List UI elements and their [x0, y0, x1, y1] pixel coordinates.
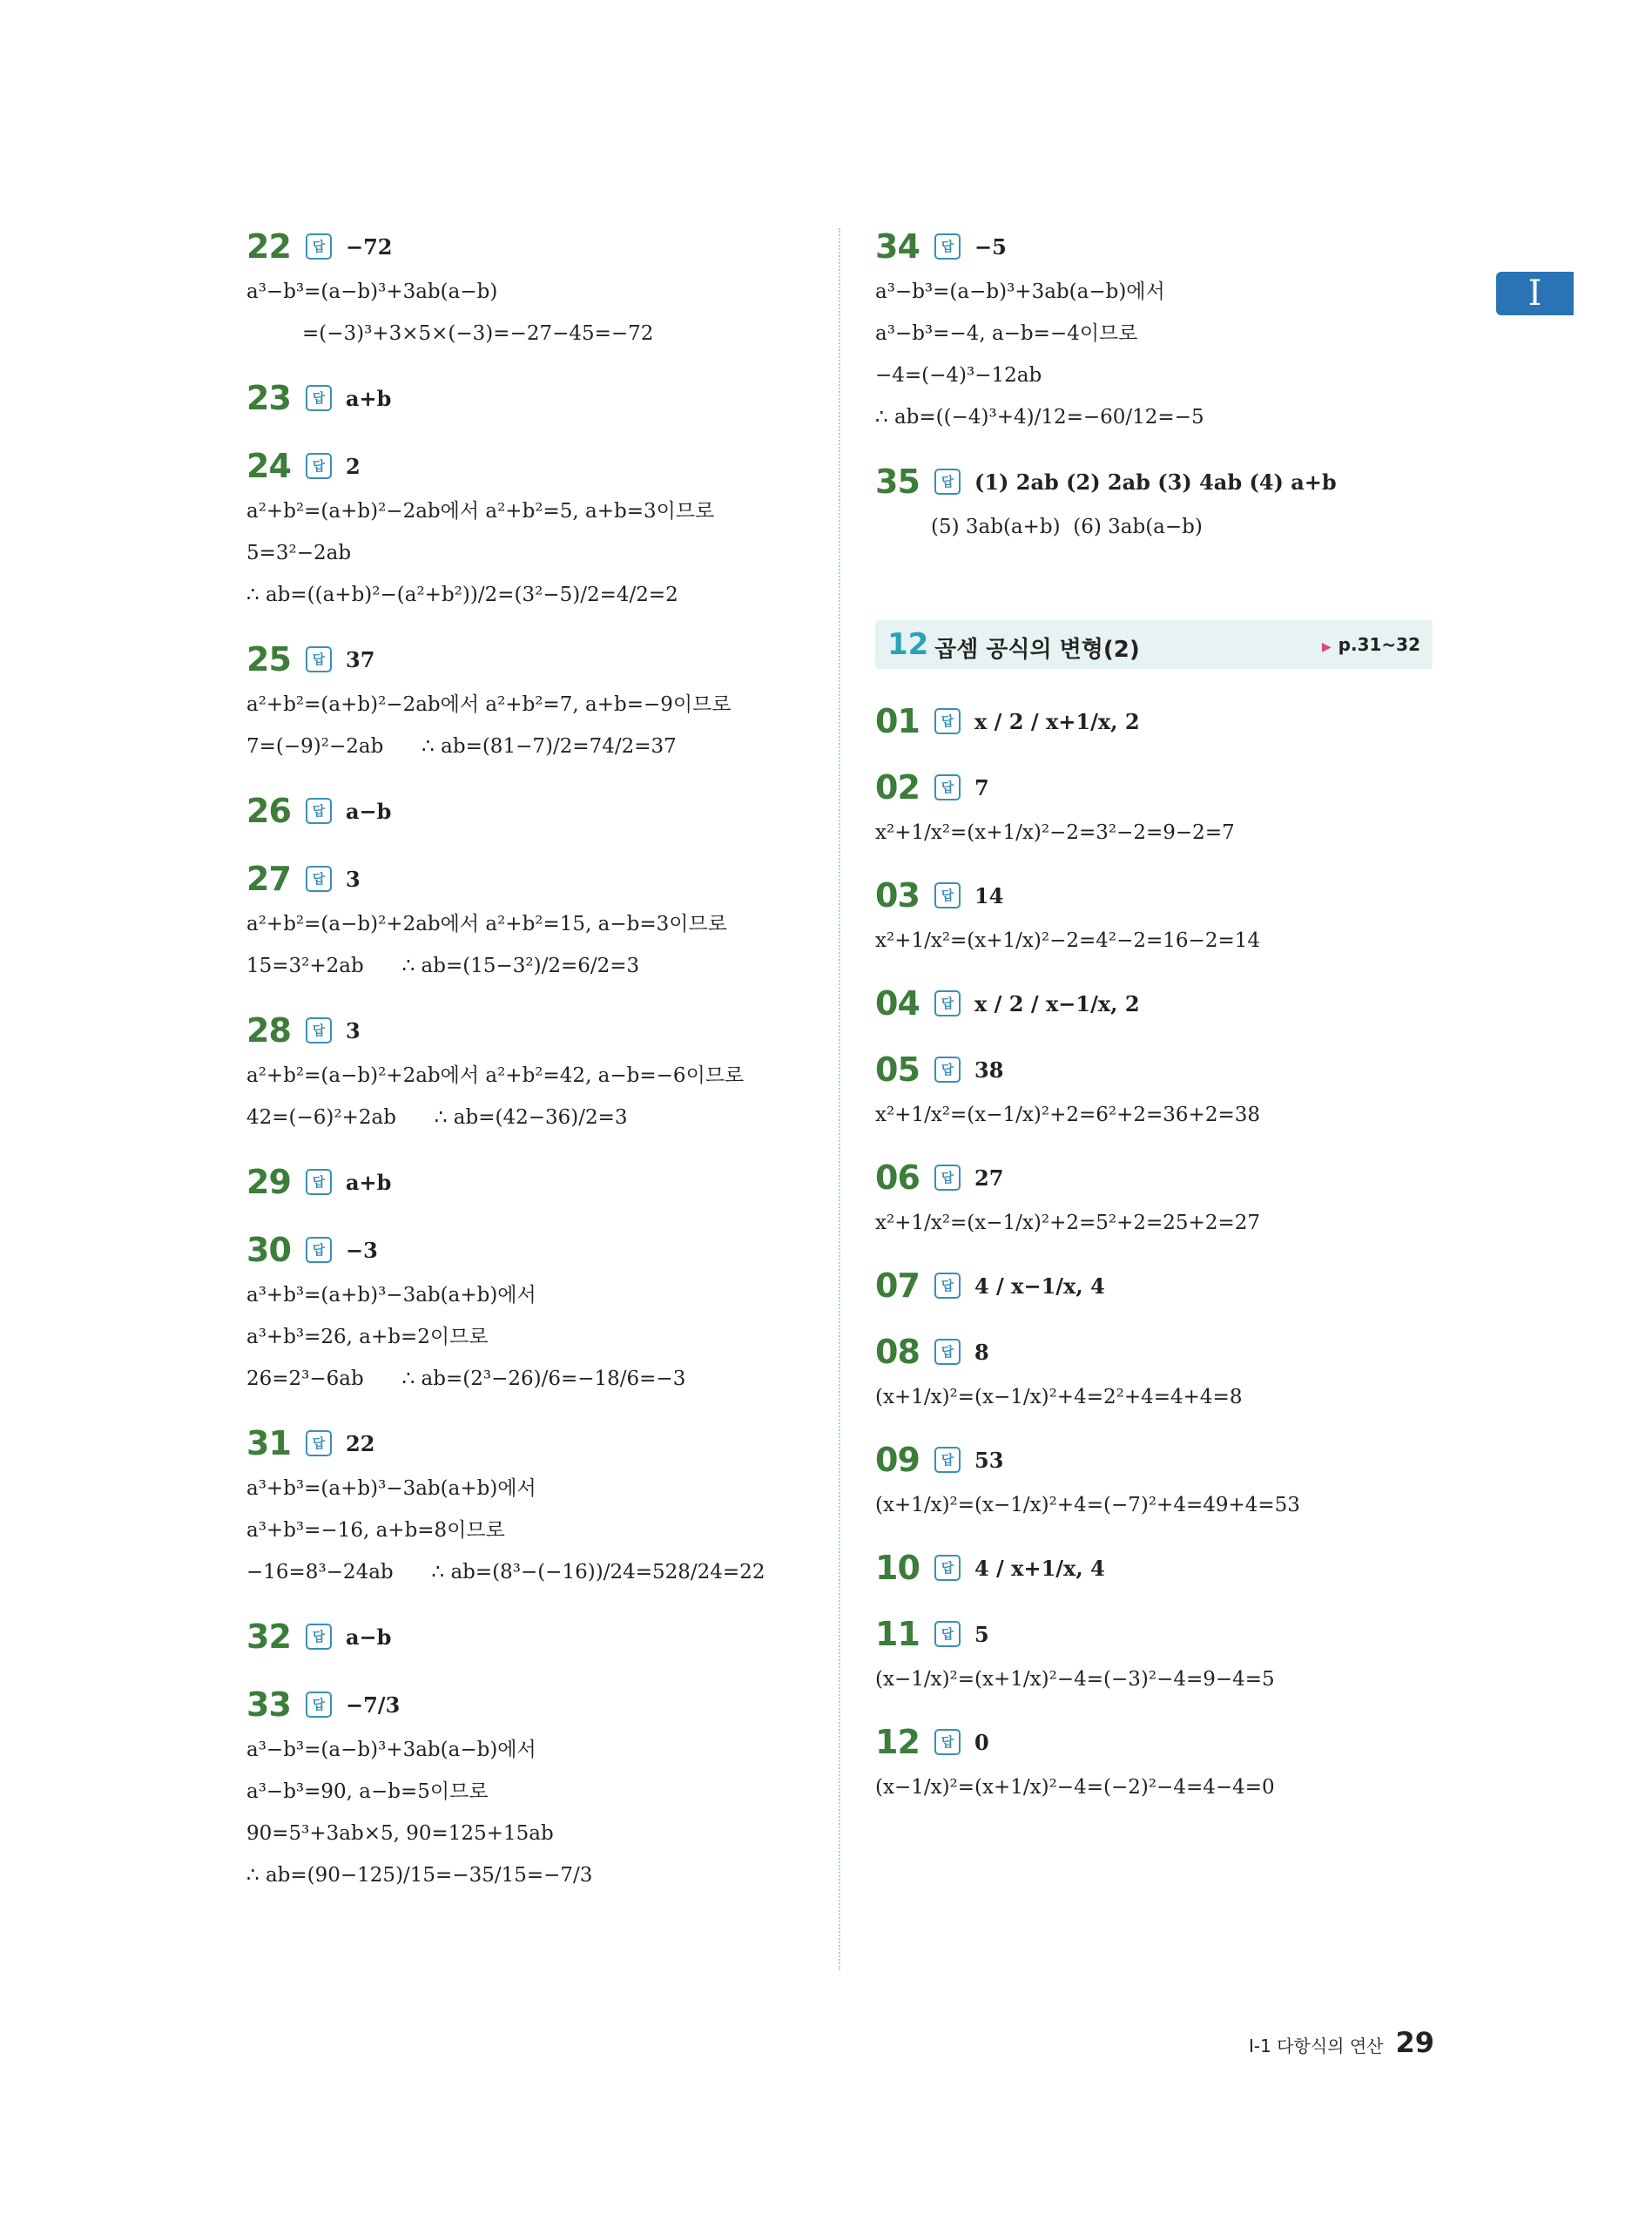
- answer-badge: 답: [934, 469, 961, 495]
- problem-number: 30: [246, 1231, 291, 1269]
- solution-line: −16=8³−24ab ∴ ab=(8³−(−16))/24=528/24=22: [246, 1561, 765, 1584]
- problem-head: [875, 222, 1437, 271]
- answer-badge: 답: [934, 708, 961, 734]
- footer-chapter: I-1 다항식의 연산: [1248, 2036, 1384, 2056]
- answer-value: (1) 2ab (2) 2ab (3) 4ab (4) a+b: [974, 469, 1337, 495]
- solution-line: a³−b³=(a−b)³+3ab(a−b)에서: [246, 1739, 536, 1761]
- problem-number: 08: [875, 1333, 920, 1371]
- page-number: 29: [1395, 2026, 1434, 2059]
- answer-value: 2: [346, 453, 361, 479]
- answer-value: 4 / x−1/x, 4: [974, 1273, 1105, 1299]
- problem-head: [246, 374, 804, 422]
- problem-25: [246, 635, 804, 787]
- problem-head: [875, 1435, 1437, 1484]
- solution-line: ∴ ab=((−4)³+4)/12=−60/12=−5: [875, 406, 1204, 429]
- problem-number: 06: [875, 1158, 920, 1197]
- solution-line: 7=(−9)²−2ab ∴ ab=(81−7)/2=74/2=37: [246, 735, 677, 758]
- answer-value: 3: [346, 866, 361, 892]
- problem-number: 34: [875, 227, 920, 266]
- problem-22: [246, 222, 804, 374]
- answer-value: 8: [974, 1339, 989, 1365]
- answer-badge: 답: [934, 1729, 961, 1755]
- solution-line: x²+1/x²=(x−1/x)²+2=5²+2=25+2=27: [875, 1212, 1260, 1234]
- solution-line: −4=(−4)³−12ab: [875, 364, 1042, 387]
- solution-line: a³+b³=(a+b)³−3ab(a+b)에서: [246, 1477, 536, 1500]
- answer-badge: 답: [934, 990, 961, 1016]
- solution-line: (x−1/x)²=(x+1/x)²−4=(−3)²−4=9−4=5: [875, 1668, 1275, 1691]
- answer-value: a+b: [346, 385, 392, 411]
- solution-line: a³+b³=−16, a+b=8이므로: [246, 1519, 505, 1542]
- answer-badge: 답: [934, 1447, 961, 1473]
- chapter-tab: I: [1496, 272, 1574, 315]
- answer-value: 5: [974, 1621, 989, 1647]
- problem-02: [875, 763, 1437, 871]
- problem-head: [246, 1226, 804, 1274]
- problem-31: [246, 1419, 804, 1612]
- answer-value: −5: [974, 233, 1007, 260]
- problem-27: [246, 854, 804, 1006]
- answer-badge: 답: [934, 1339, 961, 1365]
- section-number: 12: [887, 627, 929, 662]
- answer-badge: 답: [306, 385, 332, 411]
- problem-23: [246, 374, 804, 442]
- problem-number: 26: [246, 792, 291, 830]
- answer-badge: 답: [306, 1169, 332, 1195]
- problem-26: [246, 787, 804, 854]
- problem-number: 09: [875, 1441, 920, 1479]
- answer-value: a−b: [346, 798, 392, 824]
- problem-number: 24: [246, 447, 291, 485]
- problem-number: 31: [246, 1424, 291, 1462]
- answer-value: −72: [346, 233, 393, 260]
- page-ref-text: p.31~32: [1338, 634, 1420, 655]
- problem-number: 28: [246, 1011, 291, 1050]
- answer-value: 37: [346, 646, 375, 672]
- problem-12: [875, 1718, 1437, 1826]
- solution-line: (5) 3ab(a+b) (6) 3ab(a−b): [931, 516, 1203, 538]
- answer-badge: 답: [306, 233, 332, 260]
- problem-head: [246, 222, 804, 271]
- answer-value: 3: [346, 1017, 361, 1043]
- problem-number: 22: [246, 227, 291, 266]
- answer-badge: 답: [934, 1057, 961, 1083]
- problem-number: 29: [246, 1163, 291, 1201]
- problem-number: 10: [875, 1549, 920, 1587]
- problem-06: [875, 1153, 1437, 1261]
- solution-line: (x−1/x)²=(x+1/x)²−4=(−2)²−4=4−4=0: [875, 1776, 1275, 1799]
- problem-head: [875, 1718, 1437, 1766]
- answer-value: a−b: [346, 1624, 392, 1650]
- column-divider: [839, 228, 840, 1970]
- answer-badge: 답: [306, 798, 332, 824]
- solution-line: 42=(−6)²+2ab ∴ ab=(42−36)/2=3: [246, 1106, 628, 1129]
- problem-head: [875, 1153, 1437, 1202]
- answer-value: 22: [346, 1430, 375, 1456]
- solution-line: (x+1/x)²=(x−1/x)²+4=2²+4=4+4=8: [875, 1386, 1243, 1408]
- solution-line: a³−b³=(a−b)³+3ab(a−b)에서: [875, 280, 1165, 303]
- solution-line: 5=3²−2ab: [246, 542, 352, 564]
- problem-head: [875, 1327, 1437, 1376]
- problem-number: 05: [875, 1050, 920, 1089]
- answer-value: 27: [974, 1165, 1004, 1191]
- problem-28: [246, 1006, 804, 1158]
- problem-29: [246, 1158, 804, 1226]
- answer-badge: 답: [934, 882, 961, 908]
- problem-number: 35: [875, 463, 920, 501]
- problem-head: [246, 1158, 804, 1206]
- answer-badge: 답: [306, 1237, 332, 1263]
- answer-value: x / 2 / x−1/x, 2: [974, 990, 1140, 1016]
- solution-line: a³−b³=−4, a−b=−4이므로: [875, 322, 1138, 345]
- answer-badge: 답: [306, 1430, 332, 1456]
- answer-badge: 답: [934, 774, 961, 800]
- answer-value: 38: [974, 1057, 1004, 1083]
- problem-number: 12: [875, 1723, 920, 1761]
- problem-head: [246, 635, 804, 684]
- problem-09: [875, 1435, 1437, 1543]
- answer-badge: 답: [934, 1273, 961, 1299]
- problem-32: [246, 1612, 804, 1680]
- solution-line: 15=3²+2ab ∴ ab=(15−3²)/2=6/2=3: [246, 955, 640, 977]
- solution-line: a²+b²=(a−b)²+2ab에서 a²+b²=15, a−b=3이므로: [246, 913, 727, 935]
- problem-number: 25: [246, 640, 291, 679]
- problem-head: [246, 1612, 804, 1661]
- problem-head: [875, 1045, 1437, 1094]
- problem-01: [875, 697, 1437, 763]
- problem-number: 11: [875, 1615, 920, 1653]
- solution-line: a³−b³=(a−b)³+3ab(a−b): [246, 280, 498, 303]
- problem-head: [875, 763, 1437, 812]
- right-column-top: [875, 222, 1437, 567]
- answer-badge: 답: [306, 453, 332, 479]
- section-header: [875, 620, 1433, 669]
- problem-number: 23: [246, 379, 291, 417]
- problem-number: 03: [875, 876, 920, 915]
- page-footer: [1249, 2026, 1434, 2059]
- solution-line: a³+b³=26, a+b=2이므로: [246, 1326, 489, 1348]
- solution-line: x²+1/x²=(x−1/x)²+2=6²+2=36+2=38: [875, 1104, 1260, 1126]
- problem-11: [875, 1610, 1437, 1718]
- problem-30: [246, 1226, 804, 1419]
- problem-number: 01: [875, 702, 920, 740]
- answer-value: a+b: [346, 1169, 392, 1195]
- problem-head: [875, 979, 1437, 1028]
- solution-line: a²+b²=(a+b)²−2ab에서 a²+b²=7, a+b=−9이므로: [246, 693, 732, 716]
- problem-number: 32: [246, 1617, 291, 1656]
- problem-34: [875, 222, 1437, 457]
- solution-line: a²+b²=(a+b)²−2ab에서 a²+b²=5, a+b=3이므로: [246, 500, 715, 523]
- problem-head: [875, 1610, 1437, 1658]
- problem-head: [246, 442, 804, 490]
- answer-value: 0: [974, 1729, 989, 1755]
- section-title: 곱셈 공식의 변형(2): [934, 637, 1140, 663]
- problem-04: [875, 979, 1437, 1045]
- answer-value: x / 2 / x+1/x, 2: [974, 708, 1140, 734]
- problem-35: [875, 457, 1437, 567]
- answer-badge: 답: [934, 1621, 961, 1647]
- problem-10: [875, 1543, 1437, 1610]
- problem-head: [875, 697, 1437, 746]
- answer-value: 53: [974, 1447, 1004, 1473]
- answer-value: −3: [346, 1237, 378, 1263]
- answer-badge: 답: [934, 1165, 961, 1191]
- answer-badge: 답: [306, 1017, 332, 1043]
- answer-badge: 답: [306, 866, 332, 892]
- solution-line: (x+1/x)²=(x−1/x)²+4=(−7)²+4=49+4=53: [875, 1494, 1300, 1516]
- answer-value: −7/3: [346, 1692, 401, 1718]
- solution-line: x²+1/x²=(x+1/x)²−2=4²−2=16−2=14: [875, 929, 1260, 952]
- problem-number: 33: [246, 1685, 291, 1724]
- problem-number: 27: [246, 860, 291, 898]
- solution-line: ∴ ab=(90−125)/15=−35/15=−7/3: [246, 1864, 593, 1887]
- problem-24: [246, 442, 804, 635]
- answer-badge: 답: [306, 1692, 332, 1718]
- solution-line: a²+b²=(a−b)²+2ab에서 a²+b²=42, a−b=−6이므로: [246, 1064, 745, 1087]
- problem-07: [875, 1261, 1437, 1327]
- problem-head: [246, 1680, 804, 1729]
- problem-head: [246, 1419, 804, 1468]
- solution-line: 90=5³+3ab×5, 90=125+15ab: [246, 1822, 554, 1845]
- answer-badge: 답: [306, 1624, 332, 1650]
- problem-number: 04: [875, 984, 920, 1023]
- solution-line: a³+b³=(a+b)³−3ab(a+b)에서: [246, 1284, 536, 1307]
- problem-head: [875, 1261, 1437, 1310]
- answer-value: 7: [974, 774, 989, 800]
- problem-05: [875, 1045, 1437, 1153]
- solution-line: x²+1/x²=(x+1/x)²−2=3²−2=9−2=7: [875, 821, 1235, 844]
- right-column-bottom: [875, 697, 1437, 1826]
- problem-head: [246, 854, 804, 903]
- solution-line: 26=2³−6ab ∴ ab=(2³−26)/6=−18/6=−3: [246, 1367, 686, 1390]
- answer-badge: 답: [934, 1555, 961, 1581]
- answer-value: 14: [974, 882, 1004, 908]
- problem-number: 02: [875, 768, 920, 807]
- problem-33: [246, 1680, 804, 1915]
- solution-line: ∴ ab=((a+b)²−(a²+b²))/2=(3²−5)/2=4/2=2: [246, 584, 678, 606]
- answer-badge: 답: [934, 233, 961, 260]
- section-page-ref: [1322, 634, 1420, 655]
- answer-value: 4 / x+1/x, 4: [974, 1555, 1105, 1581]
- problem-head: [246, 1006, 804, 1055]
- problem-head: [875, 871, 1437, 920]
- solution-line: a³−b³=90, a−b=5이므로: [246, 1780, 489, 1803]
- solution-line: =(−3)³+3×5×(−3)=−27−45=−72: [302, 322, 654, 345]
- problem-head: [875, 457, 1437, 506]
- problem-08: [875, 1327, 1437, 1435]
- problem-number: 07: [875, 1266, 920, 1305]
- triangle-icon: ▶: [1321, 640, 1332, 654]
- problem-head: [875, 1543, 1437, 1592]
- left-column: [246, 222, 804, 1915]
- answer-badge: 답: [306, 646, 332, 672]
- problem-head: [246, 787, 804, 835]
- problem-03: [875, 871, 1437, 979]
